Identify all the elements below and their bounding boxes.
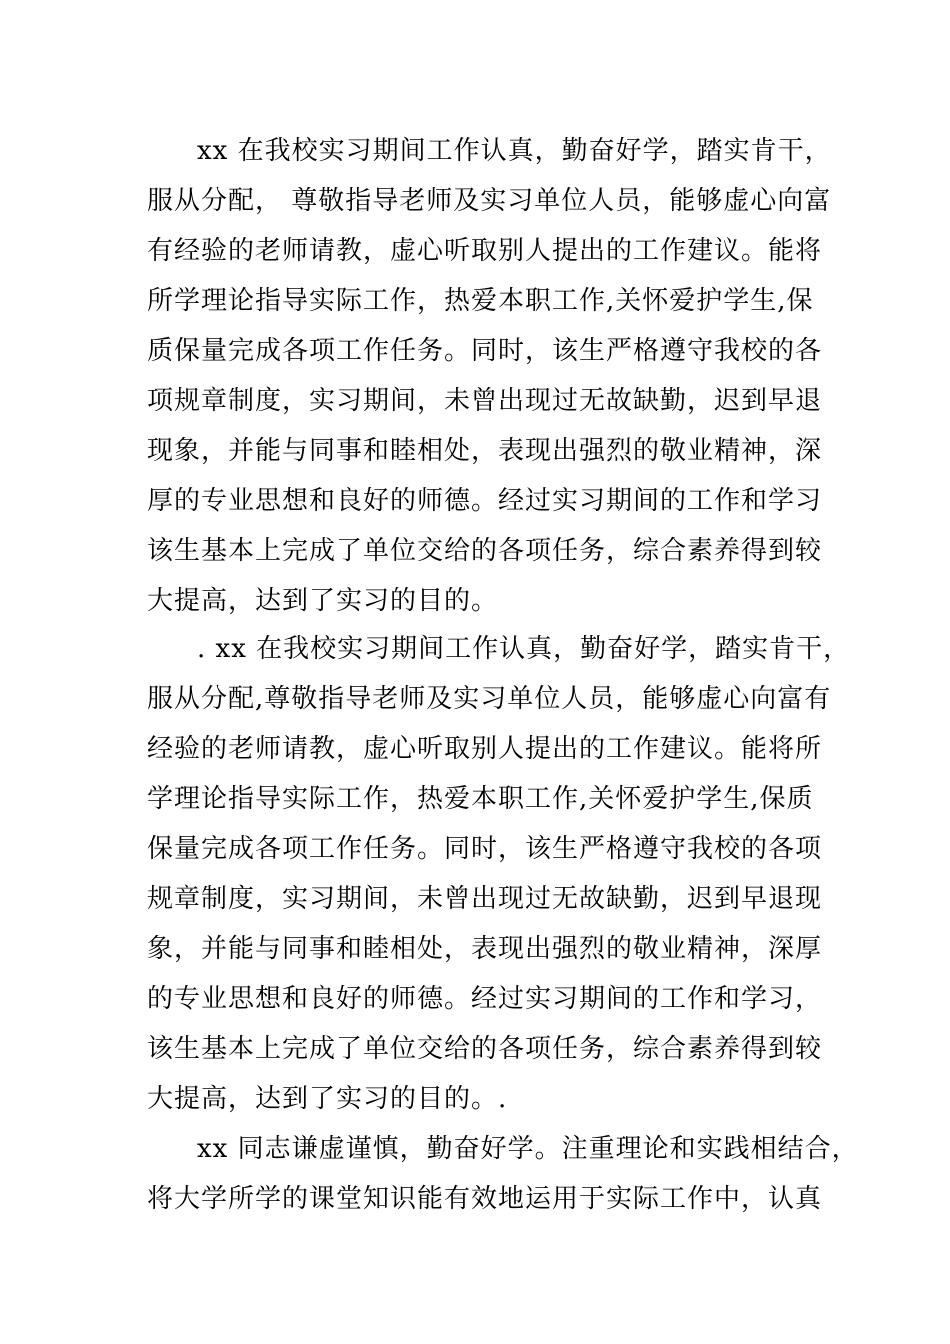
text-line: 该生基本上完成了单位交给的各项任务，综合素养得到较 <box>147 536 823 566</box>
text-line: 厚的专业思想和良好的师德。经过实习期间的工作和学习 <box>147 486 823 516</box>
text-line: 将大学所学的课堂知识能有效地运用于实际工作中，认真 <box>147 1184 823 1214</box>
text-line: xx 同志谦虚谨慎，勤奋好学。注重理论和实践相结合， <box>197 1134 859 1164</box>
text-line: . xx 在我校实习期间工作认真，勤奋好学，踏实肯干， <box>197 634 851 664</box>
text-line: 所学理论指导实际工作，热爱本职工作,关怀爱护学生,保 <box>147 286 814 316</box>
text-line: 大提高，达到了实习的目的。. <box>147 1084 508 1114</box>
text-line: xx 在我校实习期间工作认真，勤奋好学，踏实肯干， <box>197 136 832 166</box>
text-line: 质保量完成各项工作任务。同时，该生严格遵守我校的各 <box>147 336 823 366</box>
text-line: 保量完成各项工作任务。同时，该生严格遵守我校的各项 <box>147 834 823 864</box>
text-line: 的专业思想和良好的师德。经过实习期间的工作和学习， <box>147 984 823 1014</box>
text-line: 规章制度，实习期间，未曾出现过无故缺勤，迟到早退现 <box>147 884 823 914</box>
text-line: 服从分配,尊敬指导老师及实习单位人员，能够虚心向富有 <box>147 684 832 714</box>
text-line: 服从分配， 尊敬指导老师及实习单位人员，能够虚心向富 <box>147 186 832 216</box>
text-line: 学理论指导实际工作，热爱本职工作,关怀爱护学生,保质 <box>147 784 814 814</box>
text-line: 大提高，达到了实习的目的。 <box>147 586 499 616</box>
text-line: 经验的老师请教，虚心听取别人提出的工作建议。能将所 <box>147 734 823 764</box>
text-line: 象，并能与同事和睦相处，表现出强烈的敬业精神，深厚 <box>147 934 823 964</box>
text-line: 有经验的老师请教，虚心听取别人提出的工作建议。能将 <box>147 236 823 266</box>
text-line: 该生基本上完成了单位交给的各项任务，综合素养得到较 <box>147 1034 823 1064</box>
text-line: 项规章制度，实习期间，未曾出现过无故缺勤，迟到早退 <box>147 386 823 416</box>
text-line: 现象，并能与同事和睦相处，表现出强烈的敬业精神，深 <box>147 436 823 466</box>
